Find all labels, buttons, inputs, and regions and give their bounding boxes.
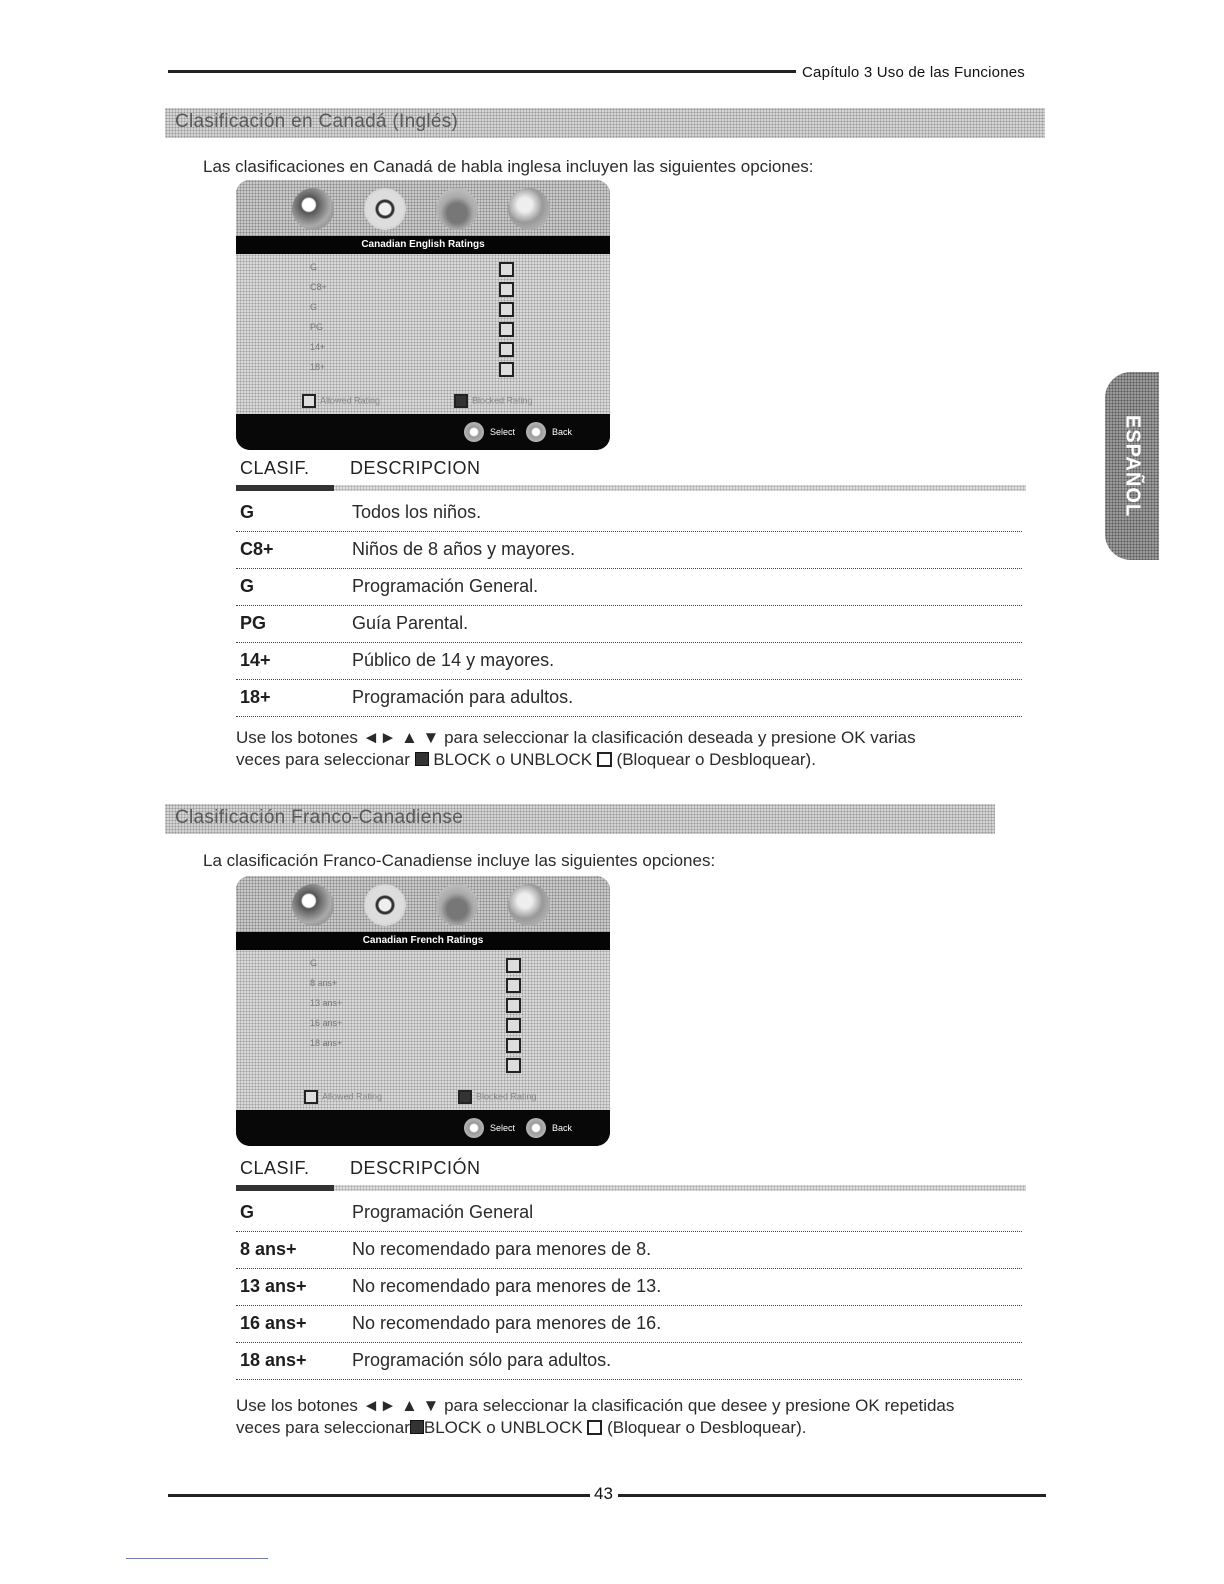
- language-label: ESPAÑOL: [1121, 414, 1144, 518]
- section-banner-english: [165, 108, 1045, 138]
- section-intro: La clasificación Franco-Canadiense incluye las siguientes opciones:: [203, 851, 716, 870]
- checkbox-icon[interactable]: [499, 362, 514, 377]
- table-row: [236, 605, 1022, 643]
- osd-rating-row[interactable]: [236, 1036, 610, 1054]
- osd-rating-label: 14+: [310, 342, 326, 352]
- rating-description: Programación para adultos.: [352, 687, 574, 707]
- osd-rating-row[interactable]: [236, 280, 610, 298]
- note-line: veces para seleccionar BLOCK o UNBLOCK (Bloquear o Desbloquear).: [236, 1418, 807, 1437]
- unchecked-box-icon: [304, 1090, 318, 1104]
- table-row: [236, 568, 1022, 606]
- osd-rating-label: G: [310, 262, 318, 272]
- table-row: [236, 679, 1022, 717]
- section-intro: Las clasificaciones en Canadá de habla inglesa incluyen las siguientes opciones:: [203, 157, 814, 176]
- osd-rating-row[interactable]: [236, 1016, 610, 1034]
- osd-rating-label: G: [310, 302, 318, 312]
- osd-screenshot-french: [236, 876, 610, 1146]
- osd-rating-list: [236, 254, 610, 414]
- osd-rating-label: PG: [310, 322, 324, 332]
- select-button-icon: [464, 1118, 484, 1138]
- checkbox-icon[interactable]: [506, 978, 521, 993]
- checkbox-icon[interactable]: [499, 322, 514, 337]
- checkbox-icon[interactable]: [506, 958, 521, 973]
- section-title: Clasificación en Canadá (Inglés): [175, 111, 459, 132]
- table-row: [236, 1194, 1022, 1232]
- rating-code: 8 ans+: [240, 1239, 297, 1259]
- link-underline: [126, 1558, 268, 1559]
- select-button-icon: [464, 422, 484, 442]
- rating-code: 18 ans+: [240, 1350, 307, 1370]
- column-header-code: CLASIF.: [240, 458, 310, 478]
- table-row: [236, 1268, 1022, 1306]
- rating-code: PG: [240, 613, 267, 633]
- blocked-box-icon: [415, 752, 429, 766]
- footer-rule-right: [618, 1494, 1046, 1497]
- osd-rating-label: 16 ans+: [310, 1018, 343, 1028]
- blocked-legend: Blocked Rating: [454, 394, 533, 408]
- rating-code: C8+: [240, 539, 274, 559]
- table-row: [236, 1305, 1022, 1343]
- table-row: [236, 1231, 1022, 1269]
- checkbox-icon[interactable]: [499, 302, 514, 317]
- audio-icon: [364, 884, 406, 926]
- settings-icon: [508, 188, 550, 230]
- rating-description: No recomendado para menores de 13.: [352, 1276, 662, 1296]
- column-header-description: DESCRIPCION: [350, 458, 481, 478]
- select-label: Select: [490, 427, 516, 437]
- checkbox-icon[interactable]: [506, 1018, 521, 1033]
- allowed-legend: Allowed Rating: [302, 394, 380, 408]
- checkbox-icon[interactable]: [499, 282, 514, 297]
- select-label: Select: [490, 1123, 516, 1133]
- unchecked-box-icon: [597, 752, 612, 767]
- osd-rating-row[interactable]: [236, 260, 610, 278]
- osd-rating-label: 18+: [310, 362, 326, 372]
- note-line: veces para seleccionar BLOCK o UNBLOCK (Bloquear o Desbloquear).: [236, 750, 816, 769]
- table-row: [236, 642, 1022, 680]
- note-line: Use los botones ◄► ▲ ▼ para seleccionar la clasificación que desee y presione OK repetidas: [236, 1396, 955, 1415]
- rating-description: Guía Parental.: [352, 613, 469, 633]
- column-header-code: CLASIF.: [240, 1158, 310, 1178]
- checkbox-icon[interactable]: [506, 1038, 521, 1053]
- footer-rule-left: [168, 1494, 590, 1497]
- instruction-note: [236, 727, 1026, 771]
- rating-code: G: [240, 502, 255, 522]
- osd-rating-row[interactable]: [236, 976, 610, 994]
- disc-icon: [292, 884, 334, 926]
- osd-screenshot-english: [236, 180, 610, 450]
- osd-footer: [236, 1110, 610, 1146]
- rating-description: Programación General: [352, 1202, 534, 1222]
- osd-rating-label: 13 ans+: [310, 998, 343, 1008]
- osd-rating-label: 18 ans+: [310, 1038, 343, 1048]
- table-header-rule: [236, 1185, 1026, 1191]
- osd-rating-label: G: [310, 958, 318, 968]
- settings-icon: [508, 884, 550, 926]
- note-line: Use los botones ◄► ▲ ▼ para seleccionar la clasificación deseada y presione OK varias: [236, 728, 916, 747]
- section-title: Clasificación Franco-Canadiense: [175, 807, 464, 828]
- rating-code: 13 ans+: [240, 1276, 307, 1296]
- unchecked-box-icon: [587, 1420, 602, 1435]
- rating-description: Programación sólo para adultos.: [352, 1350, 612, 1370]
- instruction-note: [236, 1395, 1026, 1439]
- language-side-tab: [1105, 372, 1159, 560]
- rating-description: No recomendado para menores de 8.: [352, 1239, 652, 1259]
- table-row: [236, 494, 1022, 532]
- unchecked-box-icon: [302, 394, 316, 408]
- osd-rating-row[interactable]: [236, 340, 610, 358]
- chapter-title: Capítulo 3 Uso de las Funciones: [802, 64, 1025, 81]
- rating-description: Público de 14 y mayores.: [352, 650, 555, 670]
- checkbox-icon[interactable]: [499, 342, 514, 357]
- osd-rating-row[interactable]: [236, 996, 610, 1014]
- allowed-legend: Allowed Rating: [304, 1090, 382, 1104]
- osd-rating-list: [236, 950, 610, 1110]
- checkbox-icon[interactable]: [499, 262, 514, 277]
- checkbox-icon[interactable]: [506, 1058, 521, 1073]
- osd-rating-row[interactable]: [236, 300, 610, 318]
- osd-title: Canadian French Ratings: [236, 932, 610, 950]
- blocked-box-icon: [454, 394, 468, 408]
- table-row: [236, 531, 1022, 569]
- osd-menu-bar: [236, 876, 610, 932]
- osd-rating-label: C8+: [310, 282, 327, 292]
- header-rule: [168, 70, 796, 73]
- osd-footer: [236, 414, 610, 450]
- rating-description: Todos los niños.: [352, 502, 482, 522]
- blocked-box-icon: [458, 1090, 472, 1104]
- osd-rating-row[interactable]: [236, 956, 610, 974]
- rating-description: Programación General.: [352, 576, 539, 596]
- back-button-icon: [526, 422, 546, 442]
- audio-icon: [364, 188, 406, 230]
- osd-rating-row[interactable]: [236, 320, 610, 338]
- rating-code: G: [240, 576, 255, 596]
- rating-code: G: [240, 1202, 255, 1222]
- rating-description: Niños de 8 años y mayores.: [352, 539, 576, 559]
- disc-icon: [292, 188, 334, 230]
- column-header-description: DESCRIPCIÓN: [350, 1158, 481, 1178]
- osd-rating-row[interactable]: [236, 360, 610, 378]
- table-header-rule: [236, 485, 1026, 491]
- back-label: Back: [552, 1123, 573, 1133]
- lock-icon: [436, 884, 478, 926]
- osd-menu-bar: [236, 180, 610, 236]
- page-number: 43: [594, 1484, 613, 1503]
- back-label: Back: [552, 427, 573, 437]
- osd-empty-row: [236, 1056, 610, 1074]
- osd-title: Canadian English Ratings: [236, 236, 610, 254]
- blocked-legend: Blocked Rating: [458, 1090, 537, 1104]
- rating-description: No recomendado para menores de 16.: [352, 1313, 662, 1333]
- rating-code: 18+: [240, 687, 271, 707]
- lock-icon: [436, 188, 478, 230]
- checkbox-icon[interactable]: [506, 998, 521, 1013]
- blocked-box-icon: [410, 1420, 424, 1434]
- rating-code: 16 ans+: [240, 1313, 307, 1333]
- section-banner-french: [165, 804, 995, 834]
- rating-code: 14+: [240, 650, 271, 670]
- back-button-icon: [526, 1118, 546, 1138]
- table-row: [236, 1342, 1022, 1380]
- osd-rating-label: 8 ans+: [310, 978, 338, 988]
